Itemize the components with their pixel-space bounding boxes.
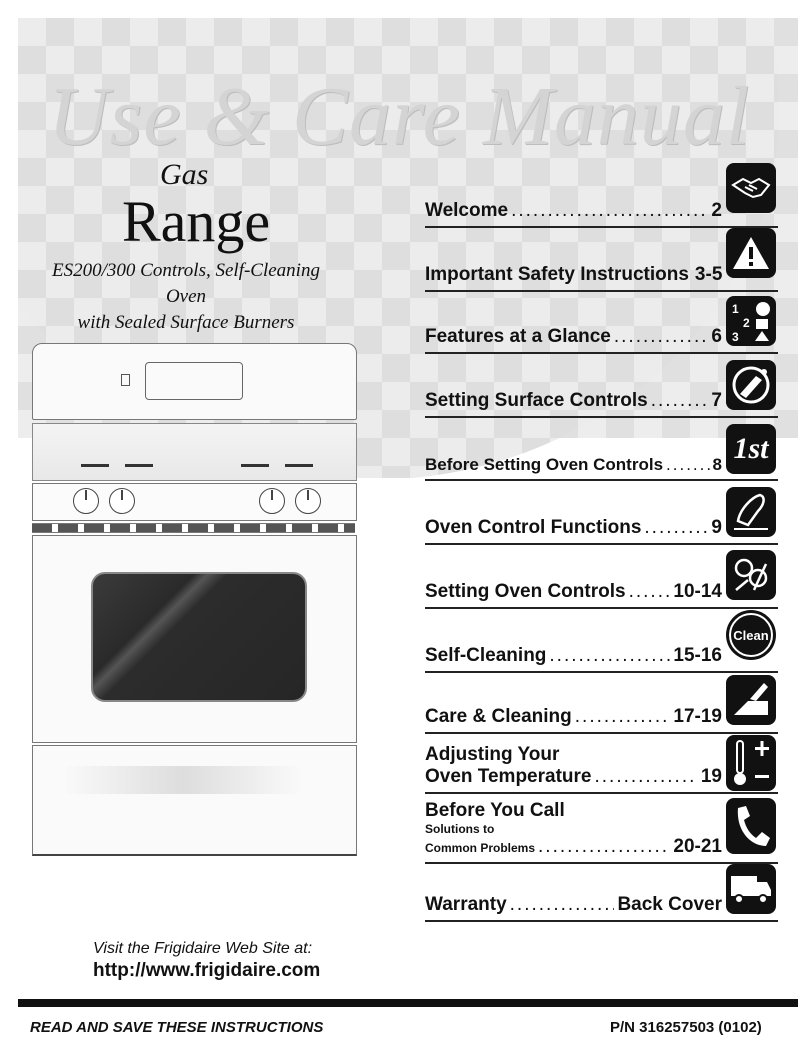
manual-title: Use & Care Manual — [48, 70, 751, 163]
toc-setting-oven-controls[interactable]: Setting Oven Controls ..... 10-14 — [425, 581, 722, 603]
toc-self-cleaning[interactable]: Self-Cleaning ..... 15-16 — [425, 645, 722, 667]
range-illustration — [32, 343, 357, 856]
numbered-shapes-icon — [726, 296, 776, 346]
toc-before-oven-controls[interactable]: Before Setting Oven Controls ..... 8 — [425, 455, 722, 475]
hands-control-icon — [726, 550, 776, 600]
toc-care-cleaning[interactable]: Care & Cleaning ..... 17-19 — [425, 706, 722, 728]
oven-door — [32, 535, 357, 743]
finger-press-icon — [726, 487, 776, 537]
subtitle-line-2: with Sealed Surface Burners — [77, 312, 295, 333]
visit-website-text: Visit the Frigidaire Web Site at: — [93, 940, 313, 957]
range-cooktop — [32, 423, 357, 481]
website-url[interactable]: http://www.frigidaire.com — [93, 960, 321, 981]
range-vent-strip — [32, 523, 355, 533]
toc-welcome[interactable]: Welcome ..... 2 — [425, 200, 722, 222]
toc-oven-temperature[interactable]: Adjusting Your Oven Temperature ..... 19 — [425, 744, 722, 788]
product-subtitle — [36, 258, 336, 336]
knob-hand-icon — [726, 360, 776, 410]
range-backguard — [32, 343, 357, 420]
toc-before-you-call[interactable]: Before You Call Solutions to Common Problems ..... 20-21 — [425, 800, 722, 858]
oven-window — [91, 572, 307, 702]
range-control-panel — [32, 483, 357, 521]
footer-rule — [18, 999, 798, 1007]
svg-text:2: 2 — [743, 316, 750, 330]
part-number: P/N 316257503 (0102) — [610, 1019, 762, 1036]
cleaning-cloth-icon — [726, 675, 776, 725]
product-type: Gas — [160, 158, 209, 191]
storage-drawer — [32, 745, 357, 856]
read-save-instructions: READ AND SAVE THESE INSTRUCTIONS — [30, 1019, 324, 1036]
handshake-icon — [726, 163, 776, 213]
toc-warranty[interactable]: Warranty ..... Back Cover — [425, 894, 722, 916]
warning-triangle-icon — [726, 228, 776, 278]
service-truck-icon — [726, 864, 776, 914]
clean-icon: Clean — [726, 610, 776, 660]
toc-oven-functions[interactable]: Oven Control Functions ..... 9 — [425, 517, 722, 539]
svg-text:3: 3 — [732, 330, 739, 343]
product-name: Range — [122, 189, 271, 254]
toc-safety[interactable]: Important Safety Instructions 3-5 — [425, 264, 722, 286]
svg-text:1: 1 — [732, 302, 739, 316]
range-display — [145, 362, 243, 400]
toc-features[interactable]: Features at a Glance ..... 6 — [425, 326, 722, 348]
thermometer-icon — [726, 735, 776, 791]
telephone-icon — [726, 798, 776, 854]
subtitle-line-1: ES200/300 Controls, Self-Cleaning Oven — [52, 260, 320, 307]
first-icon: 1st — [726, 424, 776, 474]
toc-surface-controls[interactable]: Setting Surface Controls ..... 7 — [425, 390, 722, 412]
